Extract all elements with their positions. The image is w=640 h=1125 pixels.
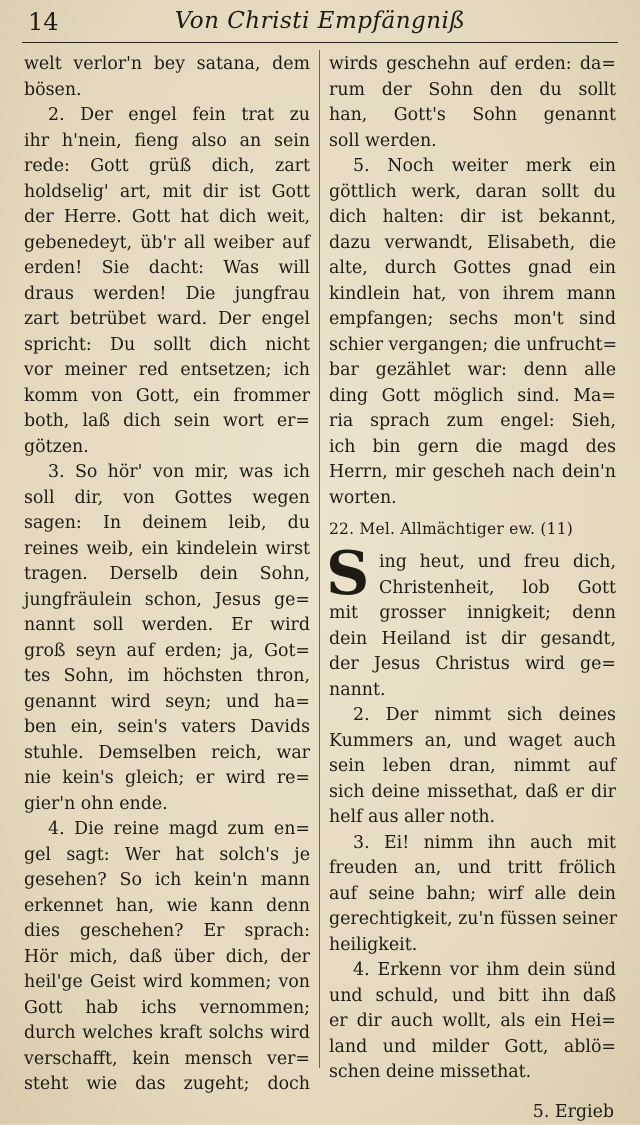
text-line: erden! Sie dacht: Was will bbox=[24, 256, 310, 282]
text-line: ich bin gern die magd des bbox=[329, 435, 616, 461]
text-line: Gott hab ichs vernommen; bbox=[24, 996, 310, 1022]
running-title: Von Christi Empfängniß bbox=[22, 8, 618, 34]
text-line: 4. Die reine magd zum en= bbox=[24, 817, 310, 843]
text-line: gerechtigkeit, zu'n füssen seiner bbox=[329, 907, 616, 933]
text-line: ria sprach zum engel: Sieh, bbox=[329, 409, 616, 435]
text-line: mit grosser innigkeit; denn bbox=[329, 601, 616, 627]
text-line: han, Gott's Sohn genannt bbox=[329, 103, 616, 129]
text-line: gier'n ohn ende. bbox=[24, 792, 310, 818]
text-line: nannt soll werden. Er wird bbox=[24, 613, 310, 639]
hymn-22-body bbox=[329, 601, 616, 1086]
text-line: empfangen; sechs mon't sind bbox=[329, 307, 616, 333]
text-line: wirds geschehn auf erden: da= bbox=[329, 52, 616, 78]
hymn-21-continuation bbox=[329, 52, 616, 511]
hymn-22-opening bbox=[329, 550, 616, 601]
text-line: er dir auch wollt, als ein Hei= bbox=[329, 1009, 616, 1035]
text-line: dies geschehen? Er sprach: bbox=[24, 919, 310, 945]
text-line: erkennet han, wie kann denn bbox=[24, 894, 310, 920]
text-line: und schuld, und bitt ihn daß bbox=[329, 984, 616, 1010]
text-line: reines weib, ein kindelein wirst bbox=[24, 537, 310, 563]
text-line: schier vergangen; die unfrucht= bbox=[329, 333, 616, 359]
text-line: 3. Ei! nimm ihn auch mit bbox=[329, 831, 616, 857]
text-line: verschafft, kein mensch ver= bbox=[24, 1047, 310, 1073]
text-line: rum der Sohn den du sollt bbox=[329, 78, 616, 104]
text-line: land und milder Gott, ablö= bbox=[329, 1035, 616, 1061]
column-divider bbox=[319, 50, 320, 1068]
header-rule bbox=[22, 42, 618, 43]
text-line: auf seine bahn; wirf alle dein bbox=[329, 882, 616, 908]
text-line: draus werden! Die jungfrau bbox=[24, 282, 310, 308]
text-line: komm von Gott, ein frommer bbox=[24, 384, 310, 410]
text-line: vor meiner red entsetzen; ich bbox=[24, 358, 310, 384]
text-line: kindlein hat, von ihrem mann bbox=[329, 282, 616, 308]
text-line: ing heut, und freu dich, bbox=[329, 550, 616, 576]
text-line: bösen. bbox=[24, 78, 310, 104]
text-line: gel sagt: Wer hat solch's je bbox=[24, 843, 310, 869]
text-line: alte, durch Gottes gnad ein bbox=[329, 256, 616, 282]
text-line: Hör mich, daß über dich, der bbox=[24, 945, 310, 971]
catchword: 5. Ergieb bbox=[329, 1100, 616, 1125]
text-line: nie kein's gleich; er wird re= bbox=[24, 766, 310, 792]
text-line: sich deine missethat, daß er dir bbox=[329, 780, 616, 806]
text-line: genannt wird seyn; und ha= bbox=[24, 690, 310, 716]
right-column bbox=[329, 52, 616, 1125]
text-line: Christenheit, lob Gott bbox=[329, 576, 616, 602]
text-line: der Herre. Gott hat dich weit, bbox=[24, 205, 310, 231]
text-line: groß seyn auf erden; ja, Got= bbox=[24, 639, 310, 665]
text-line: heil'ge Geist wird kommen; von bbox=[24, 970, 310, 996]
page-header bbox=[22, 2, 618, 42]
text-line: 2. Der nimmt sich deines bbox=[329, 703, 616, 729]
text-line: spricht: Du sollt dich nicht bbox=[24, 333, 310, 359]
text-line: 5. Noch weiter merk ein bbox=[329, 154, 616, 180]
text-line: both, laß dich sein wort er= bbox=[24, 409, 310, 435]
text-line: worten. bbox=[329, 486, 616, 512]
hymn-heading: 22. Mel. Allmächtiger ew. (11) bbox=[329, 517, 616, 542]
text-line: tes Sohn, im höchsten thron, bbox=[24, 664, 310, 690]
text-line: bar gezählet war: denn alle bbox=[329, 358, 616, 384]
text-line: welt verlor'n bey satana, dem bbox=[24, 52, 310, 78]
text-line: sagen: In deinem leib, du bbox=[24, 511, 310, 537]
text-line: dazu verwandt, Elisabeth, die bbox=[329, 231, 616, 257]
drop-cap-lines bbox=[329, 550, 616, 601]
text-line: gebenedeyt, üb'r all weiber auf bbox=[24, 231, 310, 257]
text-line: gesehen? So ich kein'n mann bbox=[24, 868, 310, 894]
text-line: holdselig' art, mit dir ist Gott bbox=[24, 180, 310, 206]
text-line: schen deine missethat. bbox=[329, 1060, 616, 1086]
drop-cap: S bbox=[326, 546, 369, 602]
text-line: Herrn, mir gescheh nach dein'n bbox=[329, 460, 616, 486]
text-line: rede: Gott grüß dich, zart bbox=[24, 154, 310, 180]
text-line: freuden an, und tritt frölich bbox=[329, 856, 616, 882]
text-line: stuhle. Demselben reich, war bbox=[24, 741, 310, 767]
left-column bbox=[24, 52, 310, 1098]
text-line: 2. Der engel fein trat zu bbox=[24, 103, 310, 129]
text-line: jungfräulein schon, Jesus ge= bbox=[24, 588, 310, 614]
text-line: dein Heiland ist dir gesandt, bbox=[329, 627, 616, 653]
text-line: durch welches kraft solchs wird bbox=[24, 1021, 310, 1047]
text-line: götzen. bbox=[24, 435, 310, 461]
text-line: soll werden. bbox=[329, 129, 616, 155]
text-line: ding Gott möglich sind. Ma= bbox=[329, 384, 616, 410]
text-line: nannt. bbox=[329, 678, 616, 704]
text-line: 4. Erkenn vor ihm dein sünd bbox=[329, 958, 616, 984]
text-line: zart betrübet ward. Der engel bbox=[24, 307, 310, 333]
text-line: steht wie das zugeht; doch bbox=[24, 1072, 310, 1098]
text-line: sein leben dran, nimmt auf bbox=[329, 754, 616, 780]
text-line: dich halten: dir ist bekannt, bbox=[329, 205, 616, 231]
text-line: soll dir, von Gottes wegen bbox=[24, 486, 310, 512]
text-line: helf aus aller noth. bbox=[329, 805, 616, 831]
text-line: Kummers an, und waget auch bbox=[329, 729, 616, 755]
text-line: ihr h'nein, fieng also an sein bbox=[24, 129, 310, 155]
text-line: ben ein, sein's vaters Davids bbox=[24, 715, 310, 741]
text-line: göttlich werk, daran sollt du bbox=[329, 180, 616, 206]
page-number: 14 bbox=[28, 8, 59, 36]
text-line: 3. So hör' von mir, was ich bbox=[24, 460, 310, 486]
text-line: tragen. Derselb dein Sohn, bbox=[24, 562, 310, 588]
text-line: der Jesus Christus wird ge= bbox=[329, 652, 616, 678]
text-line: heiligkeit. bbox=[329, 933, 616, 959]
